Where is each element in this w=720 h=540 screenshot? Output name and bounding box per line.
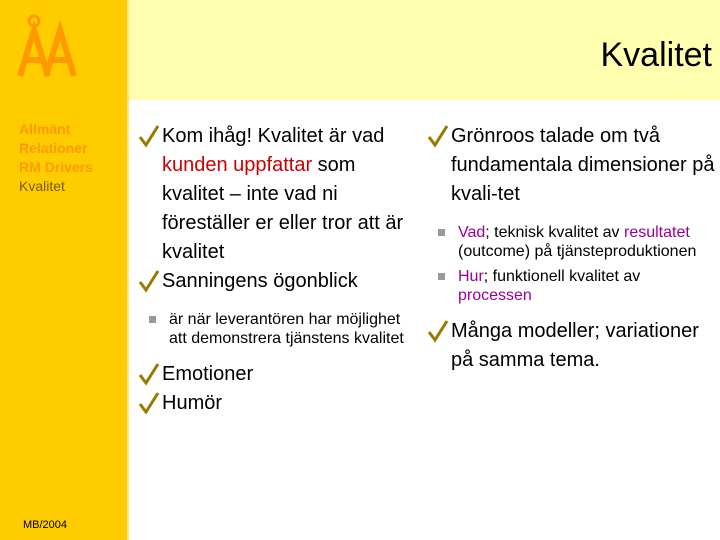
- bullet-text: Sanningens ögonblick: [162, 270, 358, 292]
- square-bullet-icon: [438, 229, 445, 236]
- highlight-text: processen: [458, 287, 532, 304]
- highlight-text: resultatet: [624, 224, 690, 241]
- checkmark-icon: [138, 124, 160, 148]
- section-nav: [19, 120, 93, 196]
- highlight-text: kunden uppfattar: [162, 154, 313, 176]
- sub-bullet-hur: [425, 267, 715, 305]
- sub-bullet-text: ; funktionell kvalitet av: [483, 268, 641, 285]
- bullet-text: Grönroos talade om två fundamentala dimensioner på kvali-tet: [451, 125, 715, 205]
- checkmark-icon: [427, 124, 449, 148]
- bullet-text: Kom ihåg! Kvalitet är vad: [162, 125, 385, 147]
- sub-bullet-text: (outcome) på tjänsteproduktionen: [458, 243, 697, 260]
- checkmark-icon: [138, 391, 160, 415]
- square-bullet-icon: [149, 316, 156, 323]
- highlight-text: Vad: [458, 224, 486, 241]
- bullet-gronroos: [425, 122, 715, 209]
- right-column: [425, 122, 715, 375]
- slide-title: Kvalitet: [600, 36, 712, 74]
- bullet-text: Många modeller; variationer på samma tema.: [451, 320, 699, 371]
- footer-label: MB/2004: [23, 519, 68, 531]
- nav-item-rm-drivers[interactable]: RM Drivers: [19, 159, 93, 175]
- checkmark-icon: [138, 269, 160, 293]
- bullet-text: Emotioner: [162, 363, 254, 385]
- bullet-sanningens: [136, 267, 411, 296]
- square-bullet-icon: [438, 273, 445, 280]
- checkmark-icon: [427, 319, 449, 343]
- bullet-text: Humör: [162, 392, 223, 414]
- title-bar: [129, 0, 720, 100]
- checkmark-icon: [138, 362, 160, 386]
- sub-bullet-text: ; teknisk kvalitet av: [485, 224, 624, 241]
- bullet-manga-modeller: [425, 317, 715, 375]
- bullet-emotioner: [136, 360, 411, 389]
- sidebar: [0, 0, 127, 540]
- nav-item-kvalitet[interactable]: Kvalitet: [19, 178, 65, 194]
- sub-bullet-vad: [425, 223, 715, 261]
- bullet-humor: [136, 389, 411, 418]
- sub-bullet-sanningens: [136, 310, 411, 348]
- sub-bullet-text: är när leverantören har möjlighet att demonstrera tjänstens kvalitet: [169, 311, 404, 347]
- nav-item-relationer[interactable]: Relationer: [19, 140, 88, 156]
- highlight-text: Hur: [458, 268, 484, 285]
- nav-item-allmant[interactable]: Allmänt: [19, 121, 71, 137]
- bullet-text: som kvalitet – inte vad ni föreställer er eller tror att är kvalitet: [162, 154, 404, 263]
- bullet-kom-ihag: [136, 122, 411, 267]
- left-column: [136, 122, 411, 418]
- aa-logo-icon: [16, 14, 82, 78]
